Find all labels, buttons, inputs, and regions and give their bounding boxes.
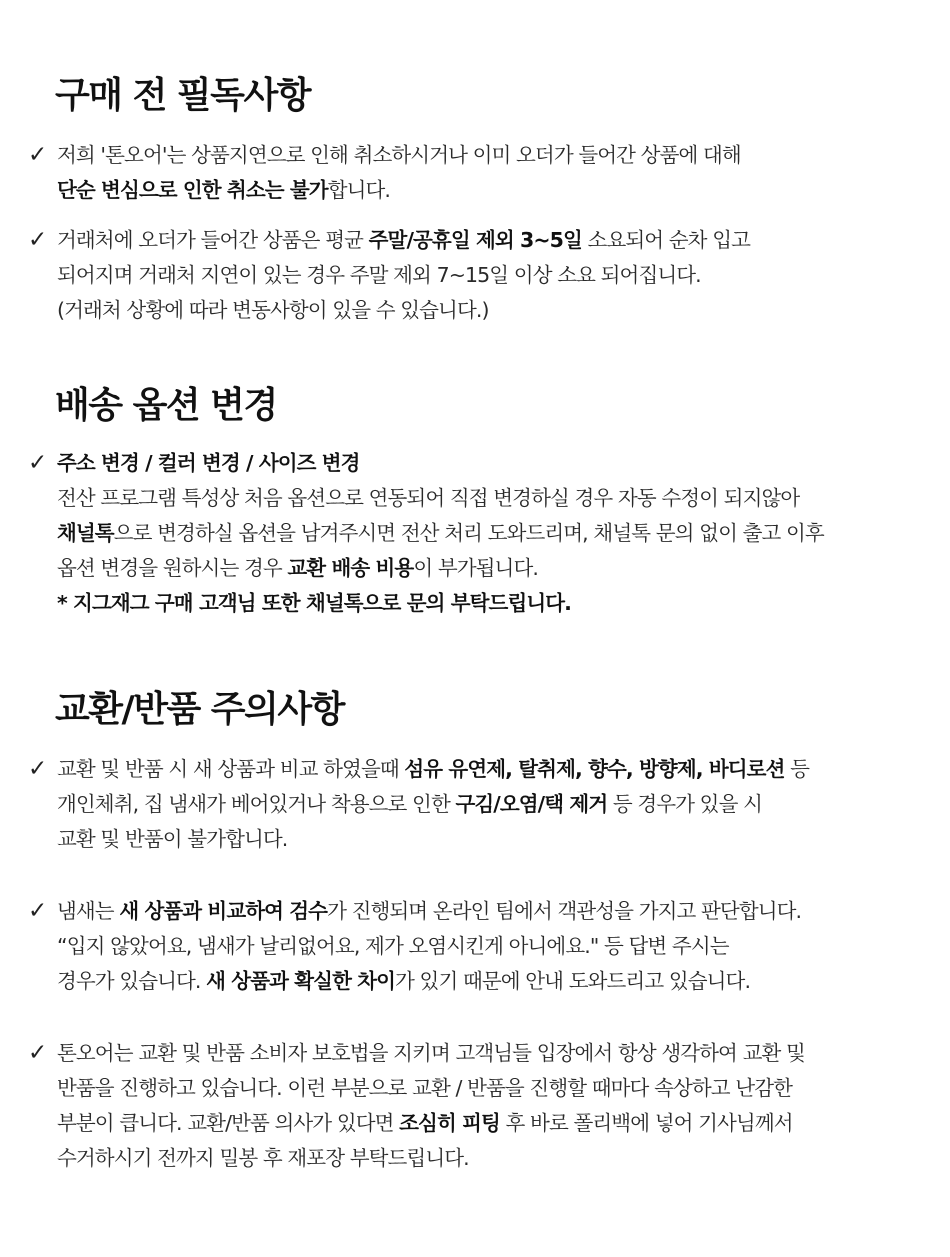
text-run: 되어지며 거래처 지연이 있는 경우 주말 제외 7~15일 이상 소요 되어집니다. (57, 263, 701, 287)
check-icon: ✓ (28, 1040, 48, 1066)
section-heading-purchase-notice: 구매 전 필독사항 (55, 75, 310, 116)
notice-line (57, 293, 940, 328)
notice-line (57, 929, 940, 964)
notice-line (57, 964, 940, 999)
text-run: 등 (784, 757, 810, 781)
emphasis-text: 주소 변경 / 컬러 변경 / 사이즈 변경 (57, 451, 360, 475)
emphasis-text: 채널톡 (57, 521, 114, 545)
notice-line (57, 481, 940, 516)
text-run: 교환 및 반품 시 새 상품과 비교 하였을때 (57, 757, 405, 781)
text-run: 반품을 진행하고 있습니다. 이런 부분으로 교환 / 반품을 진행할 때마다 속상하고 난감한 (57, 1076, 793, 1100)
text-run: 톤오어는 교환 및 반품 소비자 보호법을 지키며 고객님들 입장에서 항상 생각하여 교환 및 (57, 1041, 805, 1065)
text-run: 개인체취, 집 냄새가 베어있거나 착용으로 인한 (57, 792, 456, 816)
notice-line (57, 173, 940, 208)
notice-item (28, 138, 940, 208)
notice-line (57, 516, 940, 551)
emphasis-text: 새 상품과 비교하여 검수 (119, 899, 328, 923)
text-run: 등 경우가 있을 시 (607, 792, 763, 816)
notice-item (28, 223, 940, 328)
emphasis-text: 교환 배송 비용 (287, 556, 414, 580)
notice-item (28, 446, 940, 621)
text-run: 가 진행되며 온라인 팀에서 객관성을 가지고 판단합니다. (327, 899, 802, 923)
notice-line (57, 223, 940, 258)
text-run: 합니다. (327, 178, 391, 202)
notice-line (57, 894, 940, 929)
check-icon: ✓ (28, 142, 48, 168)
notice-item (28, 894, 940, 999)
notice-line (57, 752, 940, 787)
text-run: 으로 변경하실 옵션을 남겨주시면 전산 처리 도와드리며, 채널톡 문의 없이 출고 이후 (113, 521, 824, 545)
emphasis-text: * 지그재그 구매 고객님 또한 채널톡으로 문의 부탁드립니다. (57, 591, 572, 615)
text-run: 거래처에 오더가 들어간 상품은 평균 (57, 228, 369, 252)
emphasis-text: 주말/공휴일 제외 3~5일 (368, 228, 582, 252)
text-run: 경우가 있습니다. (57, 969, 207, 993)
check-icon: ✓ (28, 450, 48, 476)
notice-line (57, 551, 940, 586)
text-run: 냄새는 (57, 899, 120, 923)
emphasis-text: 조심히 피팅 (399, 1111, 500, 1135)
text-run: 저희 '톤오어'는 상품지연으로 인해 취소하시거나 이미 오더가 들어간 상품에 대해 (57, 143, 741, 167)
notice-line (57, 1036, 940, 1071)
text-run: 수거하시기 전까지 밀봉 후 재포장 부탁드립니다. (57, 1146, 469, 1170)
check-icon: ✓ (28, 898, 48, 924)
text-run: 후 바로 폴리백에 넣어 기사님께서 (499, 1111, 793, 1135)
emphasis-text: 새 상품과 확실한 차이 (206, 969, 396, 993)
check-icon: ✓ (28, 756, 48, 782)
notice-item (28, 752, 940, 857)
section-heading-delivery-option: 배송 옵션 변경 (55, 385, 277, 426)
emphasis-text: 섬유 유연제, 탈취제, 향수, 방향제, 바디로션 (404, 757, 785, 781)
text-run: 소요되어 순차 입고 (581, 228, 751, 252)
notice-line (57, 258, 940, 293)
text-run: 부분이 큽니다. 교환/반품 의사가 있다면 (57, 1111, 400, 1135)
text-run: “입지 않았어요, 냄새가 날리없어요, 제가 오염시킨게 아니에요." 등 답변 주시는 (57, 934, 729, 958)
notice-item (28, 1036, 940, 1176)
text-run: 교환 및 반품이 불가합니다. (57, 827, 288, 851)
emphasis-text: 구김/오염/택 제거 (455, 792, 608, 816)
notice-line (57, 138, 940, 173)
text-run: 이 부가됩니다. (413, 556, 538, 580)
section-heading-exchange-return: 교환/반품 주의사항 (55, 689, 344, 730)
notice-line (57, 1071, 940, 1106)
emphasis-text: 단순 변심으로 인한 취소는 불가 (57, 178, 328, 202)
text-run: (거래처 상황에 따라 변동사항이 있을 수 있습니다.) (57, 298, 489, 322)
check-icon: ✓ (28, 227, 48, 253)
text-run: 전산 프로그램 특성상 처음 옵션으로 연동되어 직접 변경하실 경우 자동 수정이 되지않아 (57, 486, 800, 510)
text-run: 옵션 변경을 원하시는 경우 (57, 556, 288, 580)
notice-line (57, 1141, 940, 1176)
text-run: 가 있기 때문에 안내 도와드리고 있습니다. (395, 969, 751, 993)
notice-line (57, 586, 940, 621)
notice-line (57, 787, 940, 822)
notice-line (57, 822, 940, 857)
notice-line (57, 1106, 940, 1141)
notice-line (57, 446, 940, 481)
